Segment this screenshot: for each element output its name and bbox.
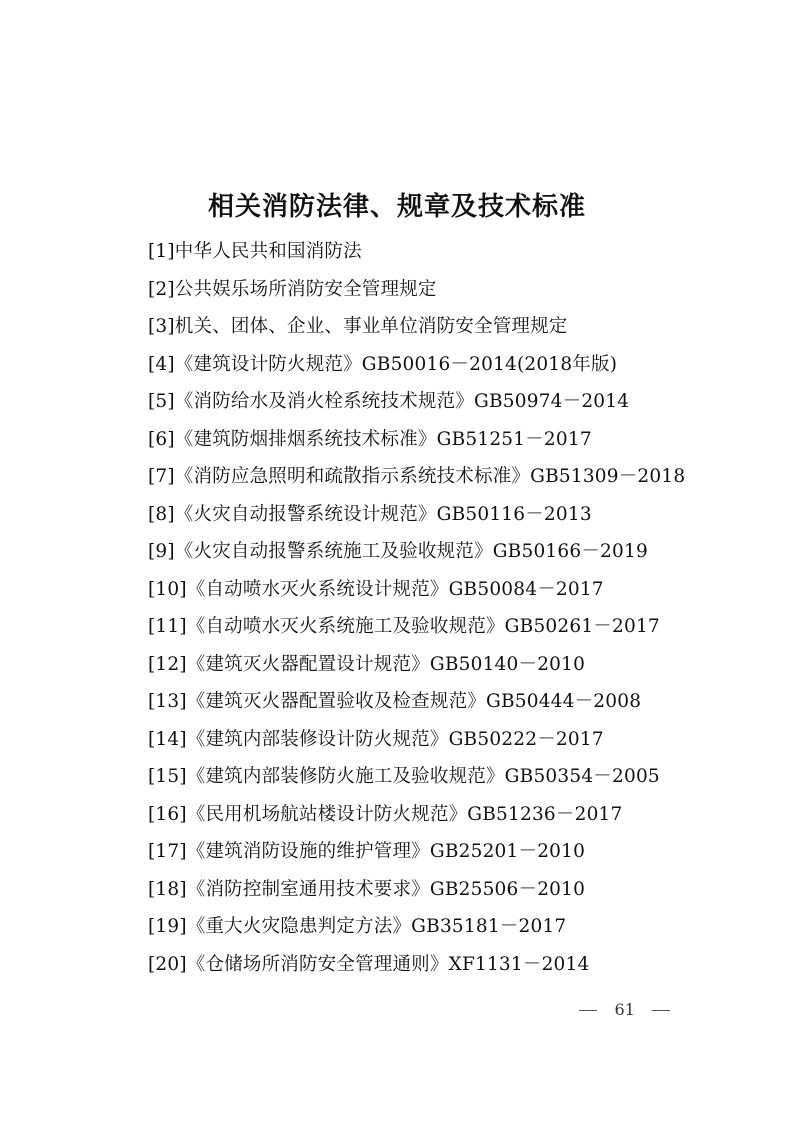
- reference-item: [5]《消防给水及消火栓系统技术规范》GB50974－2014: [148, 391, 630, 412]
- reference-item: [14]《建筑内部装修设计防火规范》GB50222－2017: [148, 728, 604, 750]
- reference-item: [13]《建筑灭火器配置验收及检查规范》GB50444－2008: [148, 691, 642, 712]
- reference-item: [8]《火灾自动报警系统设计规范》GB50116－2013: [148, 503, 592, 525]
- reference-item: [12]《建筑灭火器配置设计规范》GB50140－2010: [148, 653, 586, 675]
- page-number-right-dash: [652, 1010, 670, 1011]
- reference-item: [11]《自动喷水灭火系统施工及验收规范》GB50261－2017: [148, 616, 660, 637]
- reference-item: [15]《建筑内部装修防火施工及验收规范》GB50354－2005: [148, 766, 660, 787]
- page-number-left-dash: [579, 1010, 597, 1011]
- reference-list: [148, 233, 685, 983]
- page-footer: [579, 998, 670, 1022]
- reference-item: [6]《建筑防烟排烟系统技术标准》GB51251－2017: [148, 428, 592, 450]
- reference-item: [2]公共娱乐场所消防安全管理规定: [148, 278, 437, 300]
- reference-item: [17]《建筑消防设施的维护管理》GB25201－2010: [148, 841, 586, 862]
- reference-item: [18]《消防控制室通用技术要求》GB25506－2010: [148, 878, 586, 900]
- reference-item: [9]《火灾自动报警系统施工及验收规范》GB50166－2019: [148, 541, 648, 562]
- reference-item: [3]机关、团体、企业、事业单位消防安全管理规定: [148, 316, 568, 337]
- reference-item: [19]《重大火灾隐患判定方法》GB35181－2017: [148, 916, 567, 937]
- reference-item: [10]《自动喷水灭火系统设计规范》GB50084－2017: [148, 578, 604, 600]
- page-title: 相关消防法律、规章及技术标准: [207, 192, 586, 223]
- reference-item: [7]《消防应急照明和疏散指示系统技术标准》GB51309－2018: [148, 466, 686, 487]
- reference-item: [16]《民用机场航站楼设计防火规范》GB51236－2017: [148, 803, 623, 825]
- reference-item: [4]《建筑设计防火规范》GB50016－2014(2018年版): [148, 353, 618, 375]
- page-number: 61: [614, 1000, 635, 1019]
- reference-item: [1]中华人民共和国消防法: [148, 241, 362, 262]
- reference-item: [20]《仓储场所消防安全管理通则》XF1131－2014: [148, 953, 590, 975]
